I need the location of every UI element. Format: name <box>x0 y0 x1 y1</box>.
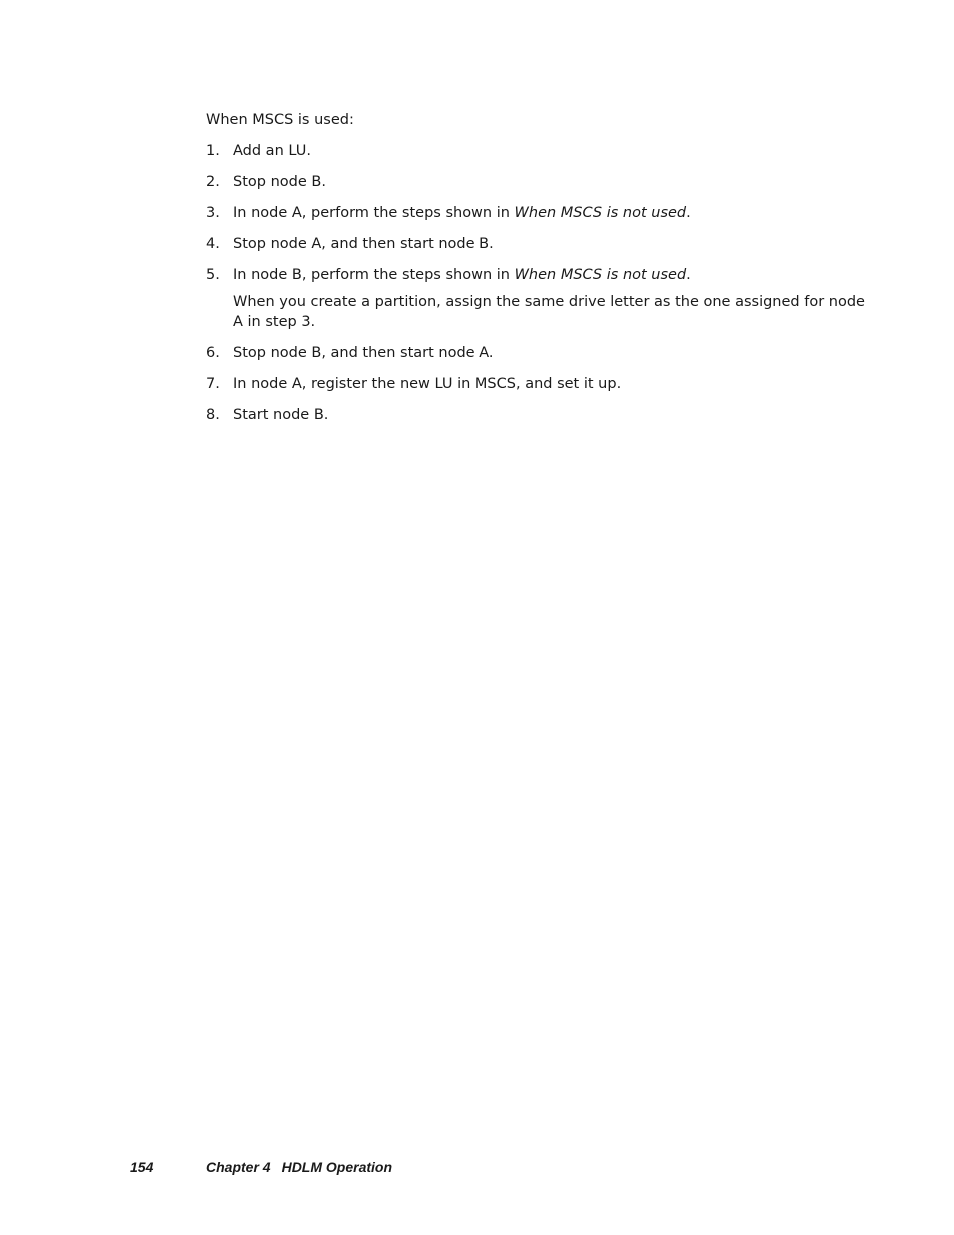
step-text: Stop node A, and then start node B. <box>233 236 494 252</box>
chapter-label: Chapter 4 <box>206 1159 271 1175</box>
step-text: Stop node B. <box>233 174 326 190</box>
step-number: 2. <box>206 174 220 190</box>
step-1 <box>206 141 866 161</box>
step-4 <box>206 234 866 254</box>
step-text-end: . <box>686 267 691 283</box>
step-number: 6. <box>206 345 220 361</box>
step-text <box>233 267 691 283</box>
step-text: In node A, register the new LU in MSCS, and set it up. <box>233 376 622 392</box>
section-reference: When MSCS is not used <box>514 205 687 221</box>
step-number: 7. <box>206 376 220 392</box>
step-text: Stop node B, and then start node A. <box>233 345 494 361</box>
step-text: Add an LU. <box>233 143 311 159</box>
procedure-steps <box>206 141 866 425</box>
page-number: 154 <box>130 1159 154 1175</box>
step-note: When you create a partition, assign the same drive letter as the one assigned for node A in step 3. <box>233 294 865 330</box>
step-7 <box>206 374 866 394</box>
step-8 <box>206 405 866 425</box>
step-number: 3. <box>206 205 220 221</box>
document-body <box>206 110 866 436</box>
step-text-lead: In node B, perform the steps shown in <box>233 267 515 283</box>
step-3 <box>206 203 866 223</box>
step-6 <box>206 343 866 363</box>
step-2 <box>206 172 866 192</box>
step-number: 5. <box>206 267 220 283</box>
step-text: Start node B. <box>233 407 329 423</box>
step-number: 8. <box>206 407 220 423</box>
step-5 <box>206 265 866 332</box>
intro-text: When MSCS is used: <box>206 112 354 128</box>
step-text <box>233 205 691 221</box>
chapter-heading <box>206 1159 392 1175</box>
step-number: 4. <box>206 236 220 252</box>
section-reference: When MSCS is not used <box>514 267 687 283</box>
step-text-end: . <box>686 205 691 221</box>
chapter-title: HDLM Operation <box>281 1159 393 1175</box>
step-text-lead: In node A, perform the steps shown in <box>233 205 515 221</box>
step-number: 1. <box>206 143 220 159</box>
